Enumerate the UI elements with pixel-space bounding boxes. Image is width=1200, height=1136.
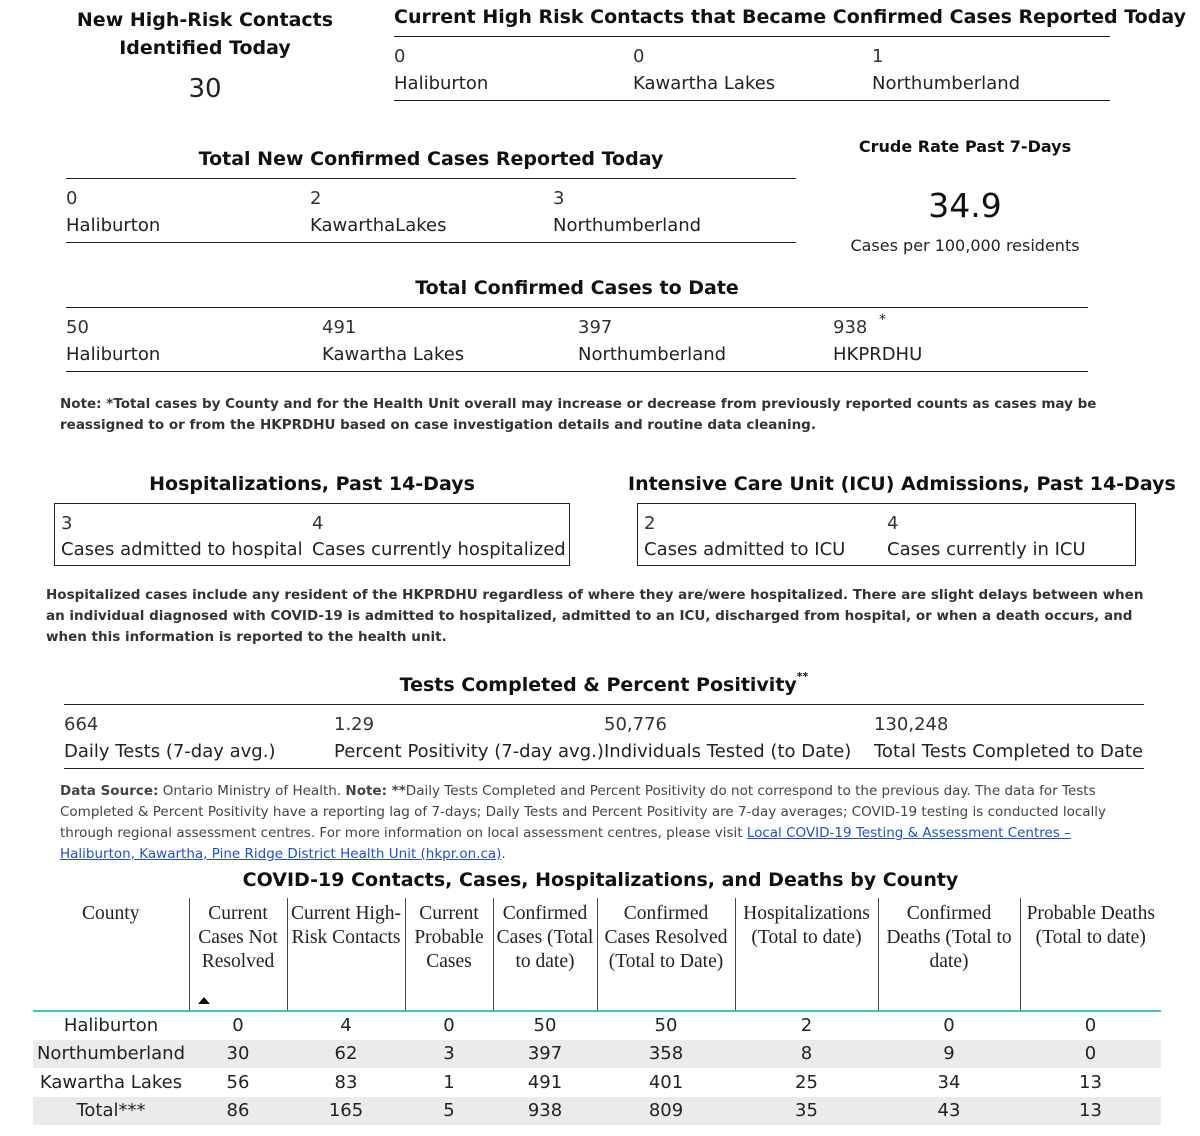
tests-total-value: 130,248: [874, 714, 949, 735]
tests-title-text: Tests Completed & Percent Positivity: [399, 674, 797, 696]
total-cases-title: Total Confirmed Cases to Date: [415, 277, 739, 299]
nc-value-northumberland: 3: [553, 188, 565, 209]
table-header-row: [33, 898, 1161, 1011]
contacts-became-cases-title: Current High Risk Contacts that Became Confirmed Cases Reported Today: [394, 6, 1186, 28]
nc-value-kawartha: 2: [310, 188, 322, 209]
tests-total-label: Total Tests Completed to Date: [874, 741, 1144, 762]
tc-value-haliburton: 50: [66, 317, 89, 338]
cell: 13: [1079, 1071, 1102, 1093]
divider: [64, 704, 1144, 705]
cell: 13: [1020, 1097, 1161, 1126]
note-label: Note: **: [345, 783, 406, 799]
data-source-label: Data Source:: [60, 783, 159, 799]
cell: 8: [735, 1040, 878, 1069]
cell: 34: [937, 1071, 961, 1093]
divider: [66, 242, 796, 243]
cbc-label-haliburton: Haliburton: [394, 73, 489, 94]
cell: 165: [287, 1097, 405, 1126]
cbc-label-northumberland: Northumberland: [872, 73, 1021, 94]
crude-rate-caption: Cases per 100,000 residents: [850, 236, 1080, 255]
tests-daily-value: 664: [64, 714, 99, 735]
cell: 0: [1084, 1015, 1097, 1037]
tc-label-hkprdhu: HKPRDHU: [833, 344, 923, 365]
divider: [394, 100, 1110, 101]
cell: 30: [189, 1040, 287, 1069]
table-row: [33, 1068, 1161, 1097]
nc-value-haliburton: 0: [66, 188, 78, 209]
cbc-value-haliburton: 0: [394, 46, 406, 67]
hosp-admitted-label: Cases admitted to hospital: [61, 539, 303, 560]
cell: 0: [443, 1015, 455, 1037]
new-contacts-title: [55, 6, 355, 62]
cell: 3: [405, 1040, 493, 1069]
table-row-total: [33, 1097, 1161, 1126]
cell: 25: [795, 1071, 818, 1093]
cell: 9: [878, 1040, 1020, 1069]
cell: 43: [878, 1097, 1020, 1126]
icu-current-value: 4: [887, 513, 899, 534]
divider: [394, 36, 1110, 37]
cell: 50: [533, 1015, 557, 1037]
cell: 50: [654, 1015, 678, 1037]
hospitalizations-title: Hospitalizations, Past 14-Days: [149, 473, 475, 495]
county-table-title: COVID-19 Contacts, Cases, Hospitalizations, and Deaths by County: [242, 869, 959, 891]
col-cases-not-resolved-label: Current Cases Not Resolved: [198, 903, 278, 972]
cell: 62: [287, 1040, 405, 1069]
tc-label-kawartha: Kawartha Lakes: [322, 344, 465, 365]
col-county[interactable]: County: [82, 903, 140, 924]
col-probable-cases[interactable]: Current Probable Cases: [405, 898, 493, 1011]
cell: 1: [443, 1071, 455, 1093]
tests-positivity-label: Percent Positivity (7-day avg.): [334, 741, 604, 762]
new-contacts-title-line2: Identified Today: [119, 37, 291, 59]
nc-label-northumberland: Northumberland: [553, 215, 702, 236]
icu-admitted-value: 2: [644, 513, 656, 534]
cell: 401: [648, 1071, 684, 1093]
cell: 491: [527, 1071, 563, 1093]
cell: 0: [1020, 1040, 1161, 1069]
icu-current-label: Cases currently in ICU: [887, 539, 1086, 560]
sort-ascending-icon[interactable]: [198, 997, 210, 1004]
cell: 358: [597, 1040, 735, 1069]
divider: [66, 178, 796, 179]
col-hospitalizations[interactable]: Hospitalizations (Total to date): [735, 898, 878, 1011]
hospitalization-note: Hospitalized cases include any resident of the HKPRDHU regardless of where they are/were hospitalized. There are slight delays between when an individual diagnosed with COVID-19 is admitted to hospitalized, admitted to an ICU, discharged from hospital, or when a death occurs, and when this information is reported to the health unit.: [46, 587, 1144, 645]
cell: 4: [340, 1015, 352, 1037]
table-row: [33, 1040, 1161, 1069]
data-source-note: [60, 781, 1140, 865]
cell-county: Total***: [33, 1097, 189, 1126]
tc-label-northumberland: Northumberland: [578, 344, 727, 365]
tests-individuals-label: Individuals Tested (to Date): [604, 741, 852, 762]
col-cases-resolved[interactable]: Confirmed Cases Resolved (Total to Date): [597, 898, 735, 1011]
tests-individuals-value: 50,776: [604, 714, 667, 735]
hosp-current-label: Cases currently hospitalized: [312, 539, 566, 560]
new-cases-title: Total New Confirmed Cases Reported Today: [198, 148, 664, 170]
tc-asterisk: *: [879, 312, 886, 328]
divider: [66, 307, 1088, 308]
icu-admitted-label: Cases admitted to ICU: [644, 539, 846, 560]
cell: 0: [232, 1015, 244, 1037]
data-source-text: Ontario Ministry of Health.: [158, 783, 346, 799]
cell: 2: [800, 1015, 813, 1037]
col-confirmed-deaths[interactable]: Confirmed Deaths (Total to date): [878, 898, 1020, 1011]
crude-rate-value: 34.9: [928, 186, 1002, 225]
tests-title-marker: **: [796, 670, 809, 683]
assessment-centres-link[interactable]: Local COVID-19 Testing & Assessment Centres – Haliburton, Kawartha, Pine Ridge District Health Unit (hkpr.on.ca): [60, 825, 1071, 862]
tc-value-northumberland: 397: [578, 317, 613, 338]
tests-title: [64, 670, 1144, 696]
cbc-label-kawartha: Kawartha Lakes: [633, 73, 776, 94]
cell: 35: [735, 1097, 878, 1126]
crude-rate-title: Crude Rate Past 7-Days: [858, 137, 1072, 156]
tc-value-hkprdhu: 938: [833, 317, 868, 338]
note-text: Daily Tests Completed and Percent Positivity do not correspond to the previous day. The data for Tests Completed & Percent Positivity have a reporting lag of 7-days; Daily Tests and Percent Positivity are 7-day averages; COVID-19 testing is conducted locally through regional assessment centres. For more information on local assessment centres, please visit: [60, 783, 1107, 841]
nc-label-haliburton: Haliburton: [66, 215, 161, 236]
new-contacts-value: 30: [188, 74, 222, 104]
nc-label-kawartha: KawarthaLakes: [310, 215, 447, 236]
hosp-admitted-value: 3: [61, 513, 73, 534]
col-high-risk-contacts[interactable]: Current High-Risk Contacts: [287, 898, 405, 1011]
cell: 0: [943, 1015, 955, 1037]
cell: 397: [493, 1040, 597, 1069]
icu-title: Intensive Care Unit (ICU) Admissions, Past 14-Days: [628, 473, 1176, 495]
col-cases-not-resolved[interactable]: [189, 898, 287, 1011]
note-tail: .: [501, 846, 506, 862]
county-table: [33, 898, 1161, 1125]
divider: [64, 768, 1144, 769]
tc-value-kawartha: 491: [322, 317, 357, 338]
cell: 56: [226, 1071, 250, 1093]
cell-county: Kawartha Lakes: [39, 1071, 183, 1093]
cell: 809: [597, 1097, 735, 1126]
cbc-value-kawartha: 0: [633, 46, 645, 67]
tc-label-haliburton: Haliburton: [66, 344, 161, 365]
table-row: [33, 1011, 1161, 1040]
divider: [66, 371, 1088, 372]
cell: 938: [493, 1097, 597, 1126]
cell: 86: [189, 1097, 287, 1126]
cell-county: Northumberland: [33, 1040, 189, 1069]
total-cases-note: Note: *Total cases by County and for the Health Unit overall may increase or decrease from previously reported counts as cases may be reassigned to or from the HKPRDHU based on case investigation details and routine data cleaning.: [60, 396, 1097, 433]
new-contacts-title-line1: New High-Risk Contacts: [76, 9, 334, 31]
cell: 5: [405, 1097, 493, 1126]
cbc-value-northumberland: 1: [872, 46, 884, 67]
col-confirmed-cases[interactable]: Confirmed Cases (Total to date): [493, 898, 597, 1011]
tests-daily-label: Daily Tests (7-day avg.): [64, 741, 276, 762]
hosp-current-value: 4: [312, 513, 324, 534]
cell: 83: [334, 1071, 358, 1093]
col-probable-deaths[interactable]: Probable Deaths (Total to date): [1020, 898, 1161, 1011]
cell-county: Haliburton: [63, 1015, 159, 1037]
tests-positivity-value: 1.29: [334, 714, 375, 735]
